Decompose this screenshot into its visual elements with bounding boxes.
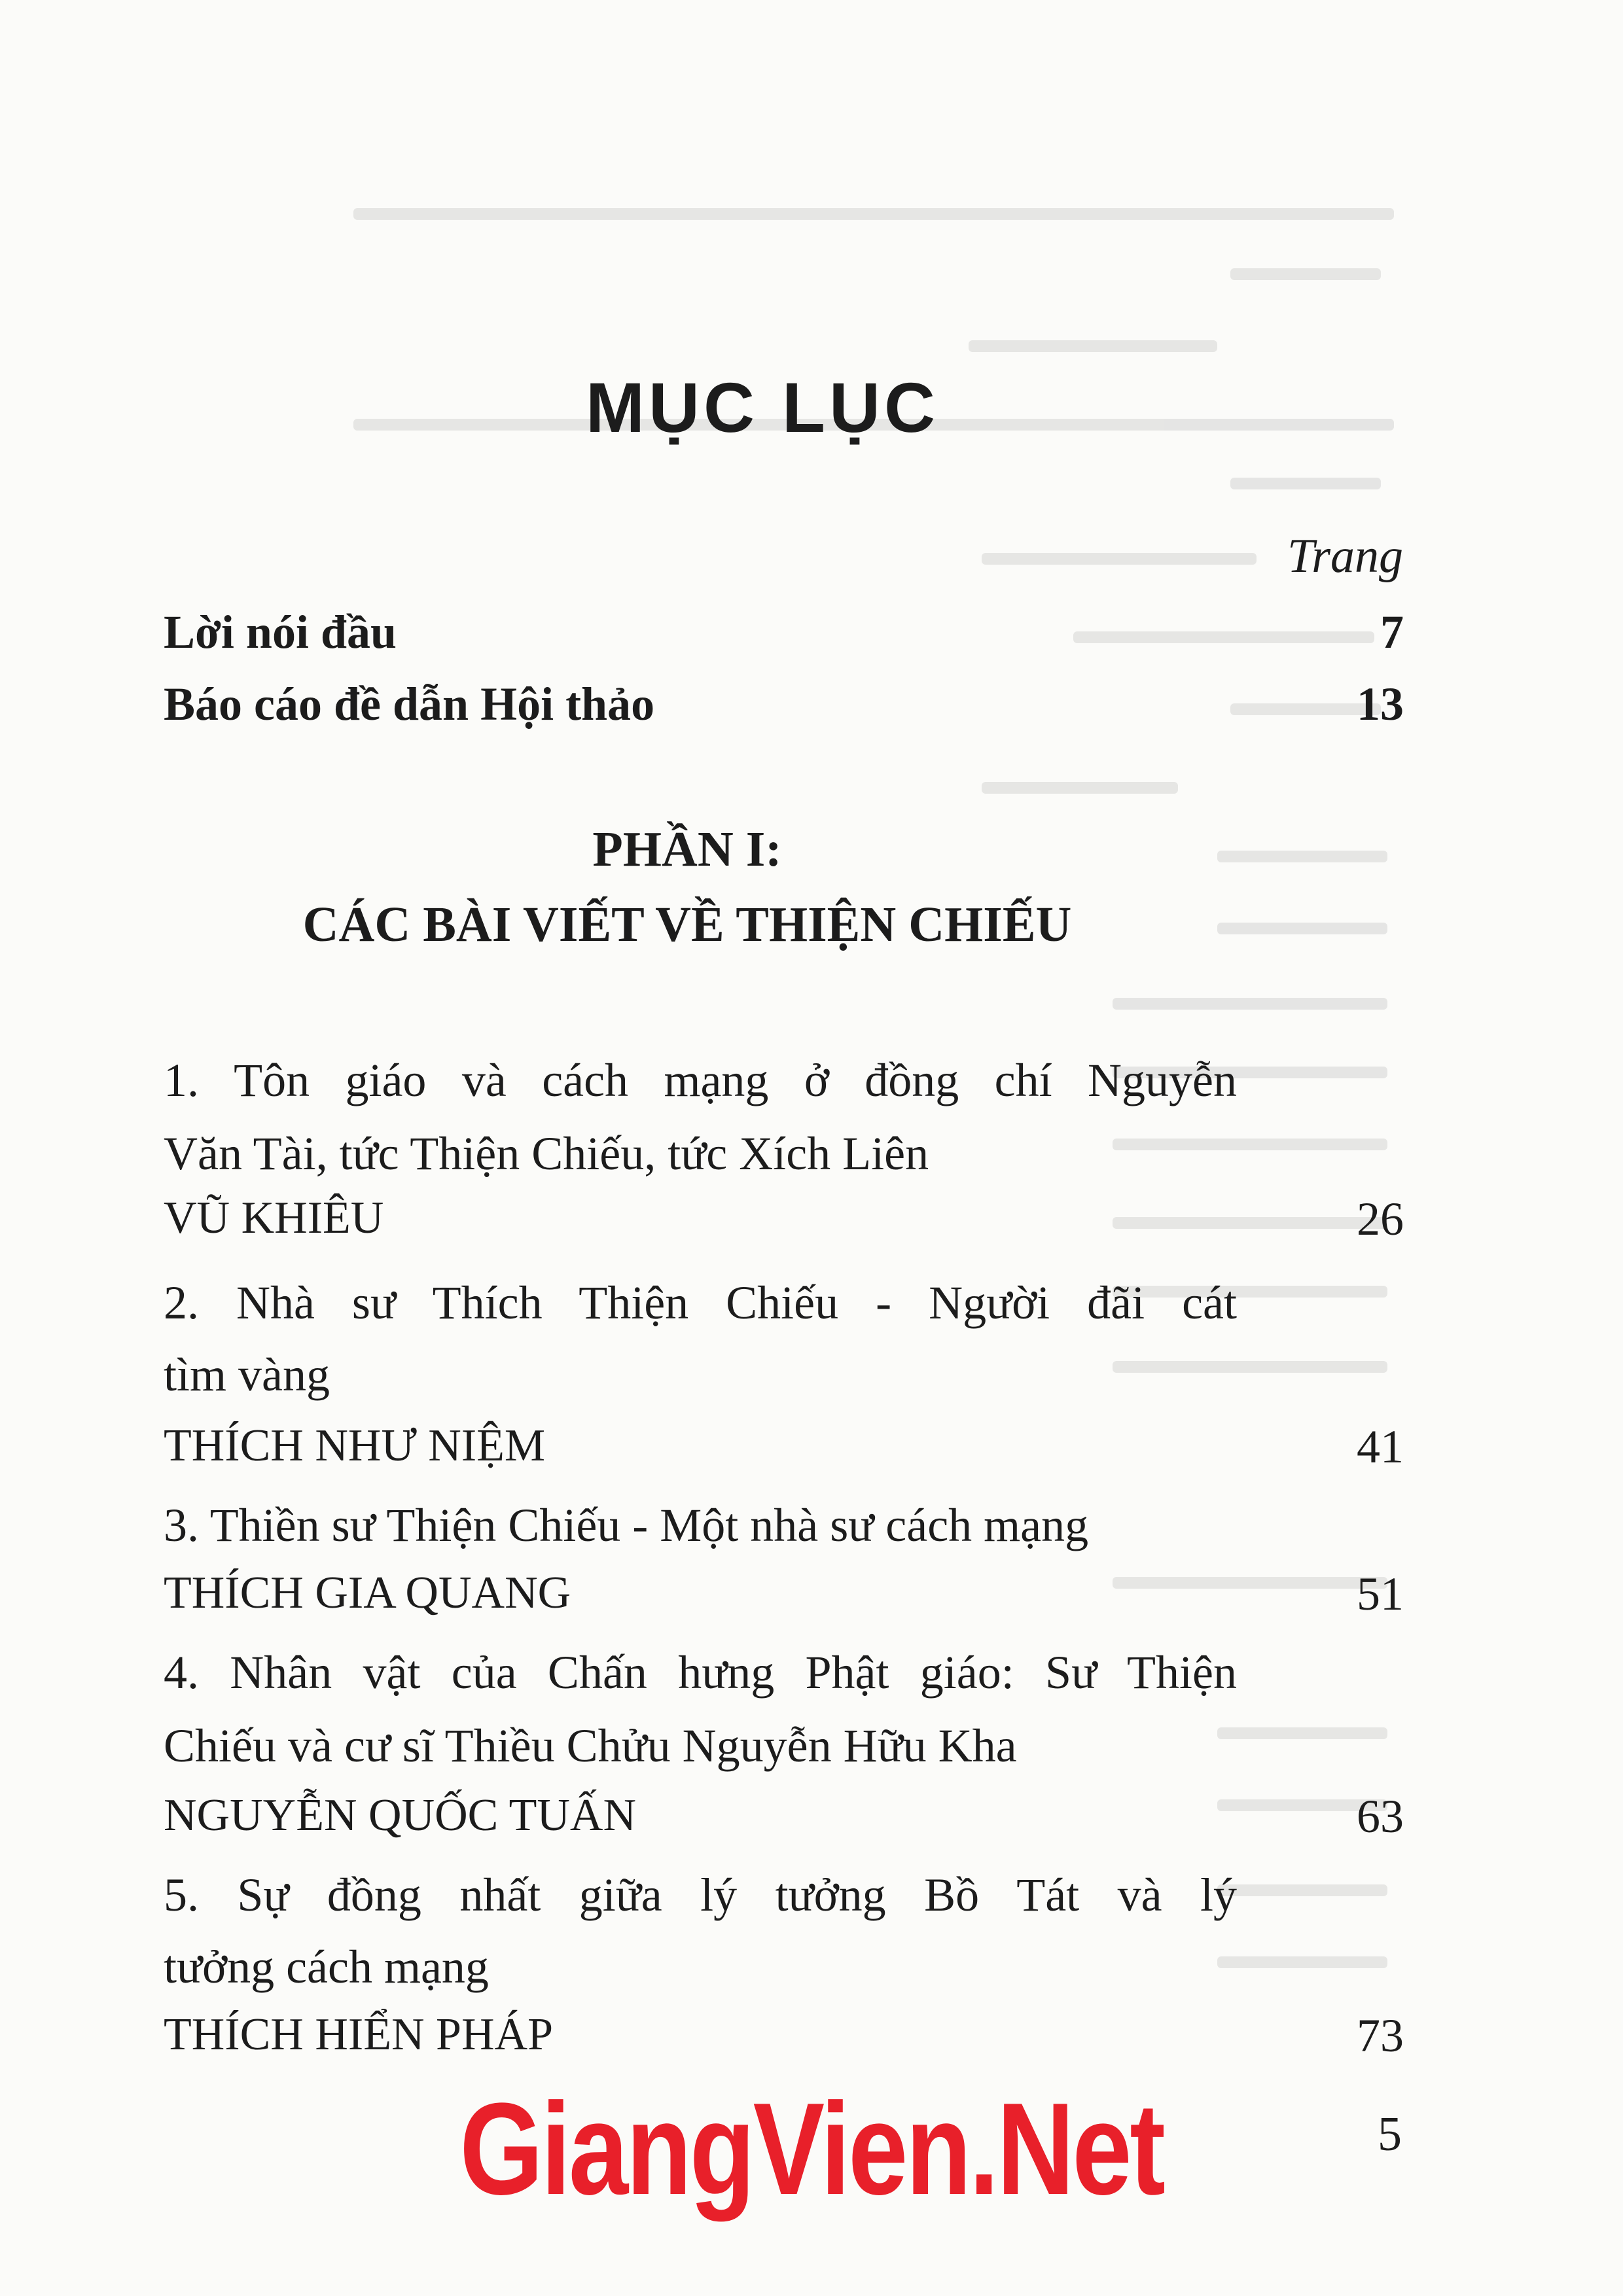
toc-title: MỤC LỤC bbox=[586, 368, 939, 447]
entry-page-number: 7 bbox=[1380, 606, 1404, 658]
part-title-heading: CÁC BÀI VIẾT VỀ THIỆN CHIẾU bbox=[302, 897, 1072, 952]
article-author: THÍCH HIỂN PHÁP bbox=[164, 2009, 553, 2060]
article-4-title-line-2[interactable]: Chiếu và cư sĩ Thiều Chửu Nguyễn Hữu Kha bbox=[164, 1720, 1017, 1772]
entry-label: Báo cáo đề dẫn Hội thảo bbox=[164, 678, 655, 730]
entry-label: Lời nói đầu bbox=[164, 606, 397, 658]
page-column-label: Trang bbox=[1287, 529, 1403, 583]
article-page-number: 51 bbox=[1357, 1568, 1404, 1620]
article-author: VŨ KHIÊU bbox=[164, 1193, 384, 1243]
page-number: 5 bbox=[1378, 2108, 1402, 2161]
article-page-number: 63 bbox=[1357, 1790, 1404, 1843]
article-2-title-line-2[interactable]: tìm vàng bbox=[164, 1349, 330, 1401]
entry-page-number: 13 bbox=[1357, 678, 1404, 730]
article-author: THÍCH GIA QUANG bbox=[164, 1568, 571, 1618]
article-1-title-line-1[interactable]: 1. Tôn giáo và cách mạng ở đồng chí Nguyễn bbox=[164, 1054, 1237, 1106]
article-3-title-line-1[interactable]: 3. Thiền sư Thiện Chiếu - Một nhà sư cách mạng bbox=[164, 1499, 1089, 1551]
article-1-title-line-2[interactable]: Văn Tài, tức Thiện Chiếu, tức Xích Liên bbox=[164, 1127, 929, 1180]
article-page-number: 73 bbox=[1357, 2009, 1404, 2062]
watermark-logo: GiangVien.Net bbox=[459, 2076, 1164, 2222]
article-5-title-line-1[interactable]: 5. Sự đồng nhất giữa lý tưởng Bồ Tát và lý bbox=[164, 1869, 1237, 1921]
article-4-title-line-1[interactable]: 4. Nhân vật của Chấn hưng Phật giáo: Sư Thiện bbox=[164, 1646, 1237, 1699]
part-number-heading: PHẦN I: bbox=[592, 822, 782, 877]
article-2-title-line-1[interactable]: 2. Nhà sư Thích Thiện Chiếu - Người đãi cát bbox=[164, 1277, 1237, 1329]
article-author: NGUYỄN QUỐC TUẤN bbox=[164, 1790, 637, 1841]
article-page-number: 41 bbox=[1357, 1421, 1404, 1473]
article-page-number: 26 bbox=[1357, 1193, 1404, 1245]
article-author: THÍCH NHƯ NIỆM bbox=[164, 1421, 546, 1471]
article-5-title-line-2[interactable]: tưởng cách mạng bbox=[164, 1941, 489, 1993]
